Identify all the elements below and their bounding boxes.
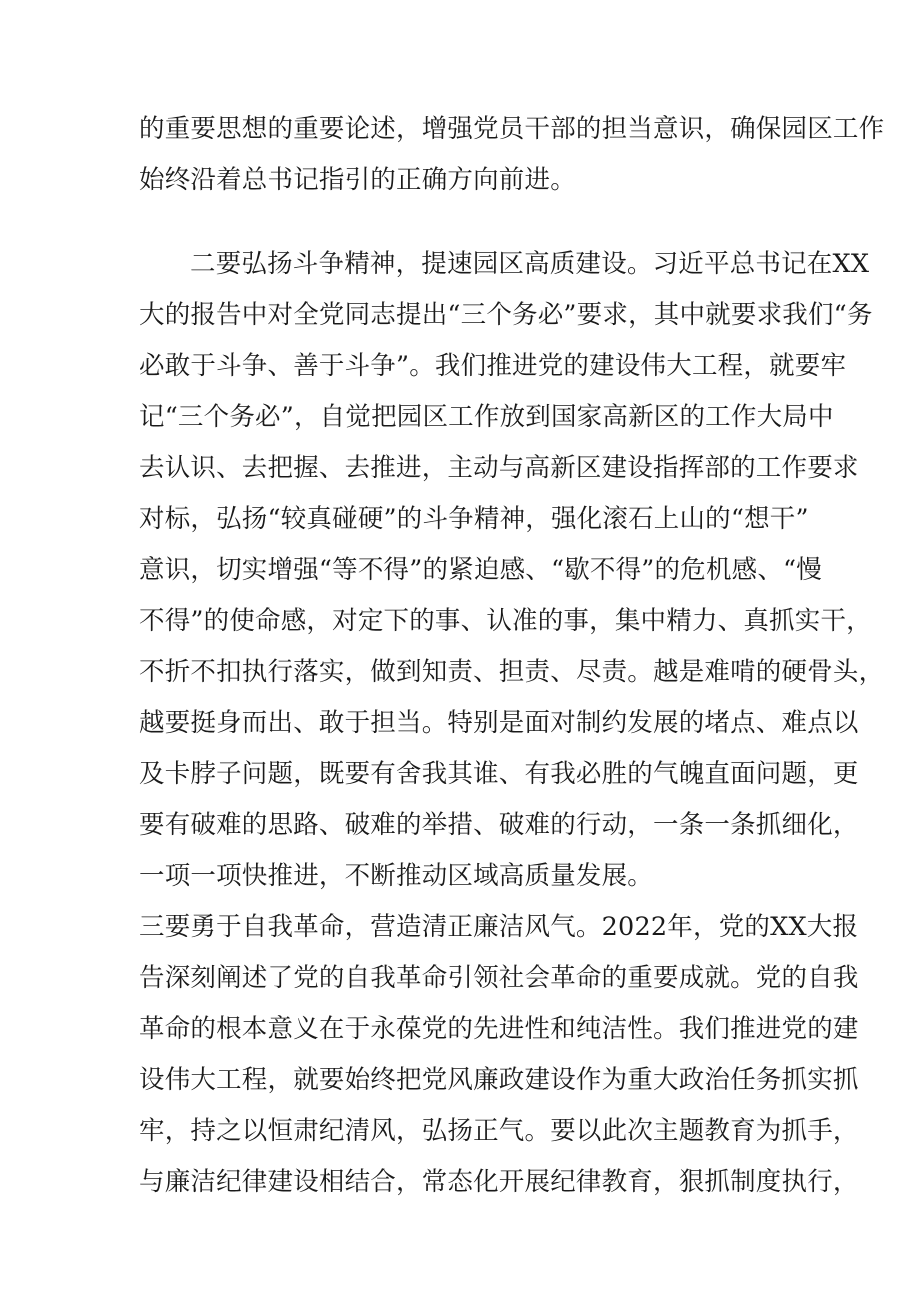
text-line: 始终沿着总书记指引的正确方向前进。 xyxy=(139,165,576,195)
text-line: 意识，切实增强“等不得”的紧迫感、“歇不得”的危机感、“慢 xyxy=(139,555,822,585)
text-line: 与廉洁纪律建设相结合，常态化开展纪律教育，狠抓制度执行， xyxy=(139,1167,859,1197)
text-line: 去认识、去把握、去推进，主动与高新区建设指挥部的工作要求 xyxy=(139,453,859,483)
text-line: 及卡脖子问题，既要有舍我其谁、有我必胜的气魄直面问题，更 xyxy=(139,759,859,789)
paragraph-heading-line: 三要勇于自我革命，营造清正廉洁风气。2022年，党的XX大报 xyxy=(139,912,859,942)
text-line: 一项一项快推进，不断推动区域高质量发展。 xyxy=(139,861,654,891)
text-line: 大的报告中对全党同志提出“三个务必”要求，其中就要求我们“务 xyxy=(139,300,873,330)
text-line: 不得”的使命感，对定下的事、认准的事，集中精力、真抓实干， xyxy=(139,606,872,636)
text-line: 牢，持之以恒肃纪清风，弘扬正气。要以此次主题教育为抓手， xyxy=(139,1116,859,1146)
text-line: 对标，弘扬“较真碰硬”的斗争精神，强化滚石上山的“想干” xyxy=(139,504,809,534)
text-line: 必敢于斗争、善于斗争”。我们推进党的建设伟大工程，就要牢 xyxy=(139,351,847,381)
text-line: 不折不扣执行落实，做到知责、担责、尽责。越是难啃的硬骨头， xyxy=(139,657,885,687)
text-line: 设伟大工程，就要始终把党风廉政建设作为重大政治任务抓实抓 xyxy=(139,1065,859,1095)
text-line: 要有破难的思路、破难的举措、破难的行动，一条一条抓细化， xyxy=(139,810,859,840)
text-line: 革命的根本意义在于永葆党的先进性和纯洁性。我们推进党的建 xyxy=(139,1014,859,1044)
text-line: 越要挺身而出、敢于担当。特别是面对制约发展的堵点、难点以 xyxy=(139,708,859,738)
paragraph-heading-line: 二要弘扬斗争精神，提速园区高质建设。习近平总书记在XX xyxy=(190,249,870,279)
text-line: 记“三个务必”，自觉把园区工作放到国家高新区的工作大局中 xyxy=(139,402,834,432)
text-line: 的重要思想的重要论述，增强党员干部的担当意识，确保园区工作 xyxy=(139,114,885,144)
text-line: 告深刻阐述了党的自我革命引领社会革命的重要成就。党的自我 xyxy=(139,963,859,993)
